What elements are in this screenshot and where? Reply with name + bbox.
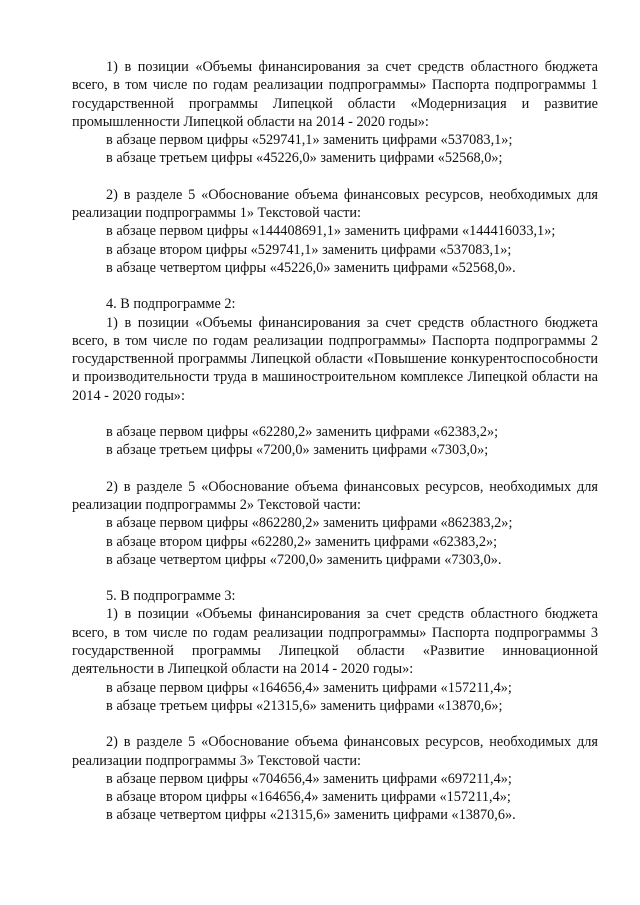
spacer <box>72 277 598 295</box>
s1-item2-line-1: в абзаце первом цифры «144408691,1» заменить цифрами «144416033,1»; <box>106 223 556 240</box>
s4-item1-line-2: в абзаце третьем цифры «7200,0» заменить цифрами «7303,0»; <box>106 442 489 459</box>
s4-heading: 4. В подпрограмме 2: <box>106 296 236 313</box>
spacer <box>72 460 598 478</box>
s5-item1-paragraph: 1) в позиции «Объемы финансирования за счет средств областного бюджета всего, в том числе по годам реализации подпрограммы» Паспорта подпрограммы 3 государственной программы Липецкой области «Развитие инновационной деятельности в Липецкой области на 2014 - 2020 годы»: <box>72 606 598 678</box>
s4-item2-line-1: в абзаце первом цифры «862280,2» заменить цифрами «862383,2»; <box>106 515 513 532</box>
s1-item1-line-1: в абзаце первом цифры «529741,1» заменить цифрами «537083,1»; <box>106 132 513 149</box>
spacer <box>72 168 598 186</box>
section-4 <box>72 295 598 569</box>
s5-item2-line-1: в абзаце первом цифры «704656,4» заменить цифрами «697211,4»; <box>106 770 512 787</box>
s4-item2-line-3: в абзаце четвертом цифры «7200,0» заменить цифрами «7303,0». <box>106 551 502 568</box>
s5-item1-line-1: в абзаце первом цифры «164656,4» заменить цифрами «157211,4»; <box>106 679 512 696</box>
spacer <box>72 405 598 423</box>
s4-item2-paragraph: 2) в разделе 5 «Обоснование объема финансовых ресурсов, необходимых для реализации подпрограммы 2» Текстовой части: <box>72 478 598 513</box>
s4-item1-paragraph: 1) в позиции «Объемы финансирования за счет средств областного бюджета всего, в том числе по годам реализации подпрограммы» Паспорта подпрограммы 2 государственной программы Липецкой области «Повышение конкурентоспособности и производительности труда в машиностроительном комплексе Липецкой области на 2014 - 2020 годы»: <box>72 314 598 404</box>
section-1 <box>72 58 598 277</box>
s1-item1-paragraph: 1) в позиции «Объемы финансирования за счет средств областного бюджета всего, в том числе по годам реализации подпрограммы» Паспорта подпрограммы 1 государственной программы Липецкой области «Модернизация и развитие промышленности Липецкой области на 2014 - 2020 годы»: <box>72 59 598 130</box>
document-page <box>72 58 598 825</box>
section-5 <box>72 587 598 825</box>
s1-item1-line-2: в абзаце третьем цифры «45226,0» заменить цифрами «52568,0»; <box>106 150 503 167</box>
spacer <box>72 569 598 587</box>
spacer <box>72 715 598 733</box>
s1-item2-line-3: в абзаце четвертом цифры «45226,0» заменить цифрами «52568,0». <box>106 259 516 276</box>
s1-item2-line-2: в абзаце втором цифры «529741,1» заменить цифрами «537083,1»; <box>106 241 512 258</box>
s4-item2-line-2: в абзаце втором цифры «62280,2» заменить цифрами «62383,2»; <box>106 533 498 550</box>
s5-heading: 5. В подпрограмме 3: <box>106 588 236 605</box>
s5-item2-line-3: в абзаце четвертом цифры «21315,6» заменить цифрами «13870,6». <box>106 807 516 824</box>
s5-item2-line-2: в абзаце втором цифры «164656,4» заменить цифрами «157211,4»; <box>106 789 511 806</box>
s5-item1-line-2: в абзаце третьем цифры «21315,6» заменить цифрами «13870,6»; <box>106 697 503 714</box>
s5-item2-paragraph: 2) в разделе 5 «Обоснование объема финансовых ресурсов, необходимых для реализации подпрограммы 3» Текстовой части: <box>72 734 598 769</box>
s4-item1-line-1: в абзаце первом цифры «62280,2» заменить цифрами «62383,2»; <box>106 424 499 441</box>
s1-item2-paragraph: 2) в разделе 5 «Обоснование объема финансовых ресурсов, необходимых для реализации подпрограммы 1» Текстовой части: <box>72 186 598 222</box>
